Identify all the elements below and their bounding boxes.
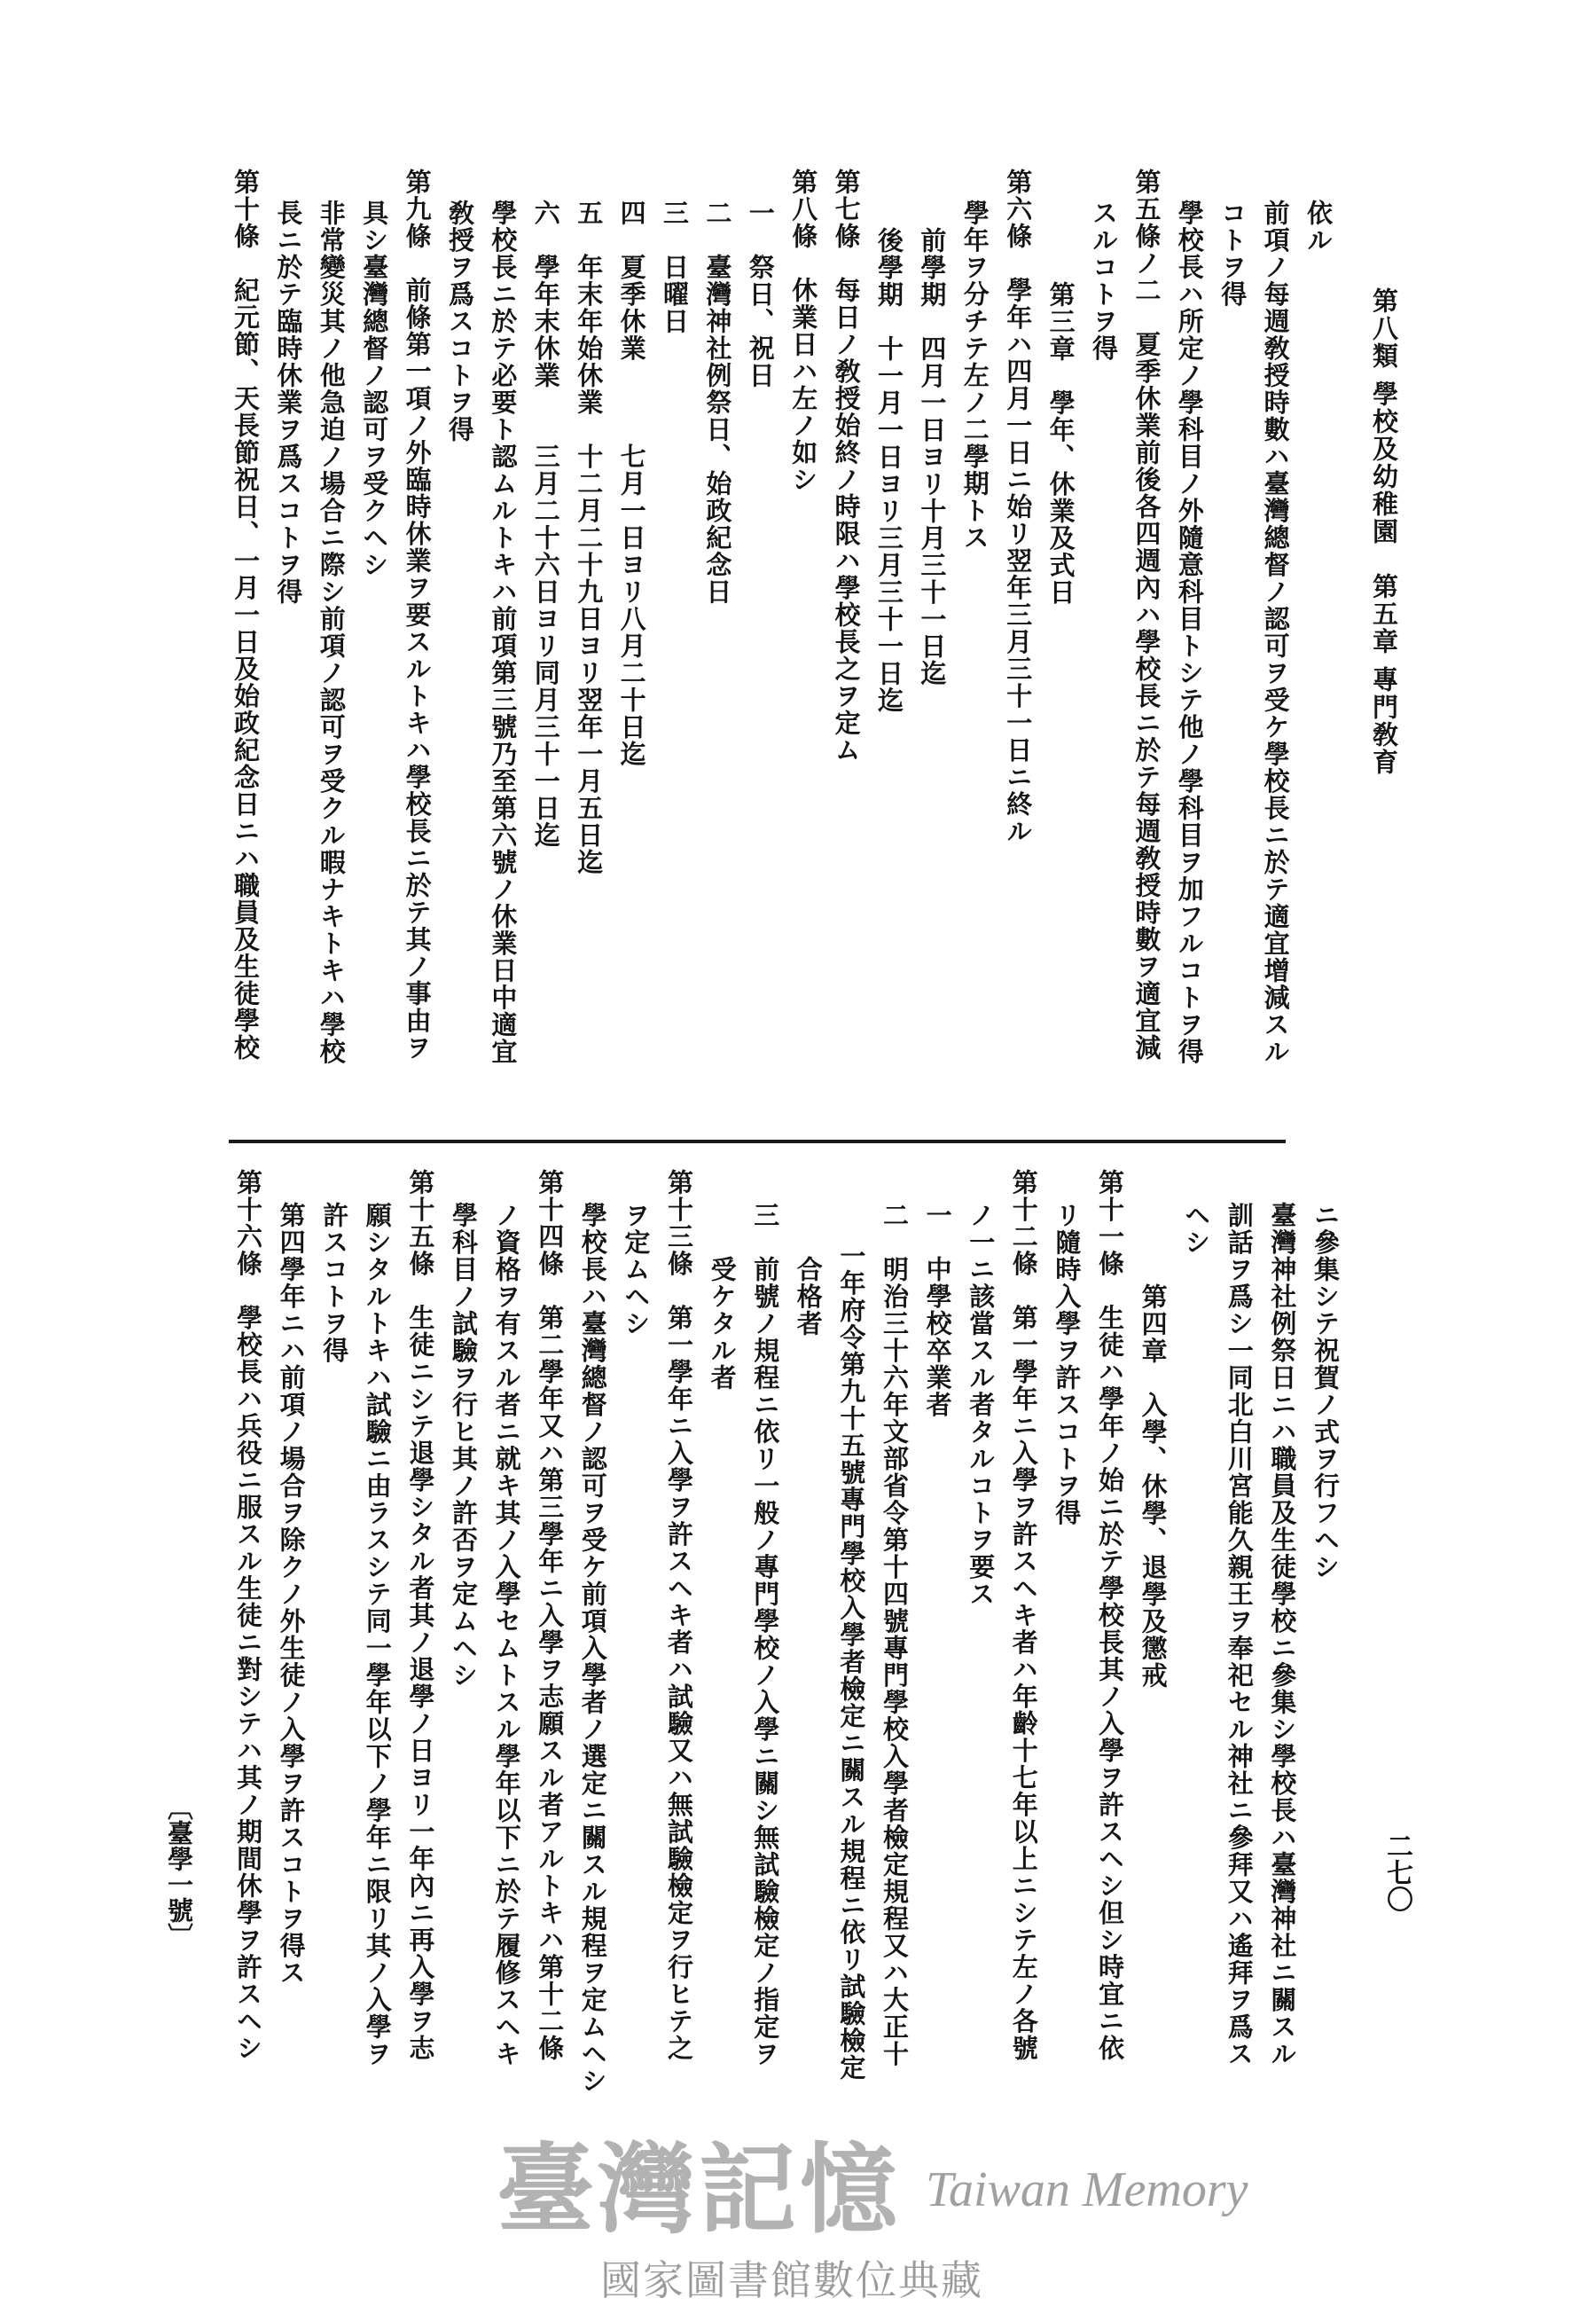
text-column: 合格者 [793, 1256, 824, 1337]
text-column [1006, 1169, 1042, 2062]
article-heading: 第四章 [1138, 1282, 1169, 1364]
text-column [228, 169, 263, 1062]
text-column [1129, 169, 1164, 1062]
text-column: 二 明治三十六年文部省令第十四號專門學校入學者檢定規程又ハ大正十 [880, 1202, 910, 2067]
page-number: 二七〇 [1381, 1832, 1412, 1912]
article-text: 第一學年ニ入學ヲ許スヘキ者ハ年齡十七年以上ニシテ左ノ各號 [1008, 1277, 1039, 2062]
text-column [1136, 1283, 1171, 1690]
article-text: 夏季休業前後各四週內ハ學校長ニ於テ每週敎授時數ヲ適宜減 [1131, 303, 1162, 1062]
archive-watermark: 國家圖書館數位典藏 [600, 2256, 983, 2304]
text-column: 第四學年ニハ前項ノ場合ヲ除クノ外生徒ノ入學ヲ許スコトヲ得ス [276, 1202, 307, 1987]
text-column: 二 臺灣神社例祭日、始政紀念日 [702, 200, 733, 606]
text-column [829, 169, 864, 764]
text-column: 依ル [1303, 200, 1334, 254]
text-column: 四 夏季休業 七月一日ヨリ八月二十日迄 [616, 200, 647, 768]
text-column: 六 學年末休業 三月二十六日ヨリ同月三十一日迄 [530, 200, 561, 849]
text-column: 許スコトヲ得 [319, 1202, 350, 1364]
article-heading: 第十六條 [233, 1169, 263, 1277]
logo-latin-text: Taiwan Memory [926, 2162, 1248, 2217]
article-text: 第一學年ニ入學ヲ許スヘキ者ハ試驗又ハ無試驗檢定ヲ行ヒテ之 [664, 1277, 694, 2062]
text-column: 一 中學校卒業者 [922, 1202, 953, 1418]
text-column: 三 前號ノ規程ニ依リ一般ノ專門學校ノ入學ニ關シ無試驗檢定ノ指定ヲ [750, 1202, 781, 2067]
text-column: 長ニ於テ臨時休業ヲ爲スコトヲ得 [273, 200, 304, 606]
text-column: 非常變災其ノ他急迫ノ場合ニ際シ前項ノ認可ヲ受クル暇ナキトキハ學校 [316, 200, 347, 1065]
text-column [786, 169, 821, 493]
article-heading: 第十三條 [664, 1169, 694, 1277]
text-column: 學校長ニ於テ必要ト認ムルトキハ前項第三號乃至第六號ノ休業日中適宜 [488, 200, 519, 1065]
article-heading: 第十條 [231, 169, 261, 250]
text-column: 訓話ヲ爲シ一同北白川宮能久親王ヲ奉祀セル神社ニ參拜又ハ遙拜ヲ爲ス [1224, 1202, 1255, 2067]
text-column: 敎授ヲ爲スコトヲ得 [445, 200, 475, 443]
text-column: 五 年末年始休業 十二月二十九日ヨリ翌年一月五日迄 [574, 200, 605, 876]
text-column [1092, 1169, 1128, 2062]
article-heading: 第七條 [831, 169, 862, 250]
text-column: 受ケタル者 [707, 1256, 738, 1392]
text-column: 願シタルトキハ試驗ニ由ラスシテ同一學年以下ノ學年ニ限リ其ノ入學ヲ [362, 1202, 393, 2067]
text-column: 一年府令第九十五號專門學校入學者檢定ニ關スル規程ニ依リ試驗檢定 [836, 1242, 867, 2082]
text-column [532, 1169, 567, 2062]
article-text: 學年ハ四月一日ニ始リ翌年三月三十一日ニ終ル [1003, 249, 1034, 845]
text-column: スルコトヲ得 [1089, 200, 1119, 362]
article-text: 休業日ハ左ノ如シ [788, 249, 819, 493]
article-text: 前條第一項ノ外臨時休業ヲ要スルトキハ學校長ニ於テ其ノ事由ヲ [402, 249, 433, 1062]
text-column: コトヲ得 [1217, 200, 1248, 308]
text-column: 一 祭日、祝日 [745, 200, 776, 389]
article-heading: 第十二條 [1008, 1169, 1039, 1277]
article-text: 學校長ハ兵役ニ服スル生徒ニ對シテハ其ノ期間休學ヲ許スヘシ [233, 1277, 263, 2062]
text-column: 學校長ハ所定ノ學科目ノ外隨意科目トシテ他ノ學科目ヲ加フルコトヲ得 [1174, 200, 1205, 1065]
taiwan-memory-logo-watermark [497, 2133, 1248, 2247]
text-column [661, 1169, 697, 2062]
text-column: ヲ定ムヘシ [621, 1202, 652, 1337]
text-column: 前項ノ每週敎授時數ハ臺灣總督ノ認可ヲ受ケ學校長ニ於テ適宜增減スル [1260, 200, 1291, 1065]
footer-code: 〔臺學一號〕 [164, 1794, 194, 1949]
article-text: 第二學年又ハ第三學年ニ入學ヲ志願スル者アルトキハ第十二條 [535, 1277, 566, 2062]
article-heading: 第十四條 [535, 1169, 566, 1277]
text-column: 學年ヲ分チテ左ノ二學期トス [959, 200, 990, 552]
text-column: 具シ臺灣總督ノ認可ヲ受クヘシ [359, 200, 390, 578]
text-column: 學科目ノ試驗ヲ行ヒ其ノ許否ヲ定ムヘシ [449, 1202, 479, 1689]
article-heading: 第六條 [1003, 169, 1034, 250]
article-heading: 第五條ノ二 [1131, 169, 1162, 304]
article-text: 學年、休業及式日 [1045, 362, 1076, 606]
article-text: 紀元節、天長節祝日、一月一日及始政紀念日ニハ職員及生徒學校 [231, 249, 261, 1062]
text-column: 三 日曜日 [660, 200, 690, 335]
text-column: ノ資格ヲ有スル者ニ就キ其ノ入學セムトスル學年以下ニ於テ履修スヘキ [491, 1202, 522, 2067]
article-text: 生徒ニシテ退學シタル者其ノ退學ノ日ヨリ一年內ニ再入學ヲ志 [405, 1277, 436, 2062]
text-column [1000, 169, 1036, 845]
text-column: ノ一ニ該當スル者タルコトヲ要ス [966, 1202, 997, 1608]
text-column: 學校長ハ臺灣總督ノ認可ヲ受ケ前項入學者ノ選定ニ關スル規程ヲ定ムヘシ [577, 1202, 608, 2095]
logo-cjk-text: 臺灣記憶 [497, 2132, 901, 2247]
text-column: リ隨時入學ヲ許スコトヲ得 [1052, 1202, 1083, 1526]
article-text: 入學、休學、退學及懲戒 [1138, 1364, 1169, 1689]
text-column: ヘシ [1181, 1202, 1212, 1256]
text-column [231, 1169, 266, 2062]
article-text: 生徒ハ學年ノ始ニ於テ學校長其ノ入學ヲ許スヘシ但シ時宜ニ依 [1095, 1277, 1125, 2062]
text-column [403, 1169, 438, 2062]
article-heading: 第十一條 [1095, 1169, 1125, 1277]
text-column: ニ參集シテ祝賀ノ式ヲ行フヘシ [1310, 1202, 1341, 1580]
section-divider [229, 1140, 1286, 1143]
text-column: 後學期 十一月一日ヨリ三月三十一日迄 [874, 226, 904, 714]
running-header: 第八類 學校及幼稚園 第五章 專門敎育 [1369, 287, 1399, 777]
article-heading: 第九條 [402, 169, 433, 250]
article-heading: 第三章 [1045, 280, 1076, 362]
text-column [1044, 281, 1079, 606]
article-heading: 第十五條 [405, 1169, 436, 1277]
text-column: 臺灣神社例祭日ニハ職員及生徒學校ニ參集シ學校長ハ臺灣神社ニ關スル [1267, 1202, 1298, 2067]
text-column [400, 169, 435, 1062]
article-heading: 第八條 [788, 169, 819, 250]
article-text: 每日ノ敎授始終ノ時限ハ學校長之ヲ定ム [831, 249, 862, 764]
text-column: 前學期 四月一日ヨリ十月三十一日迄 [917, 226, 948, 686]
